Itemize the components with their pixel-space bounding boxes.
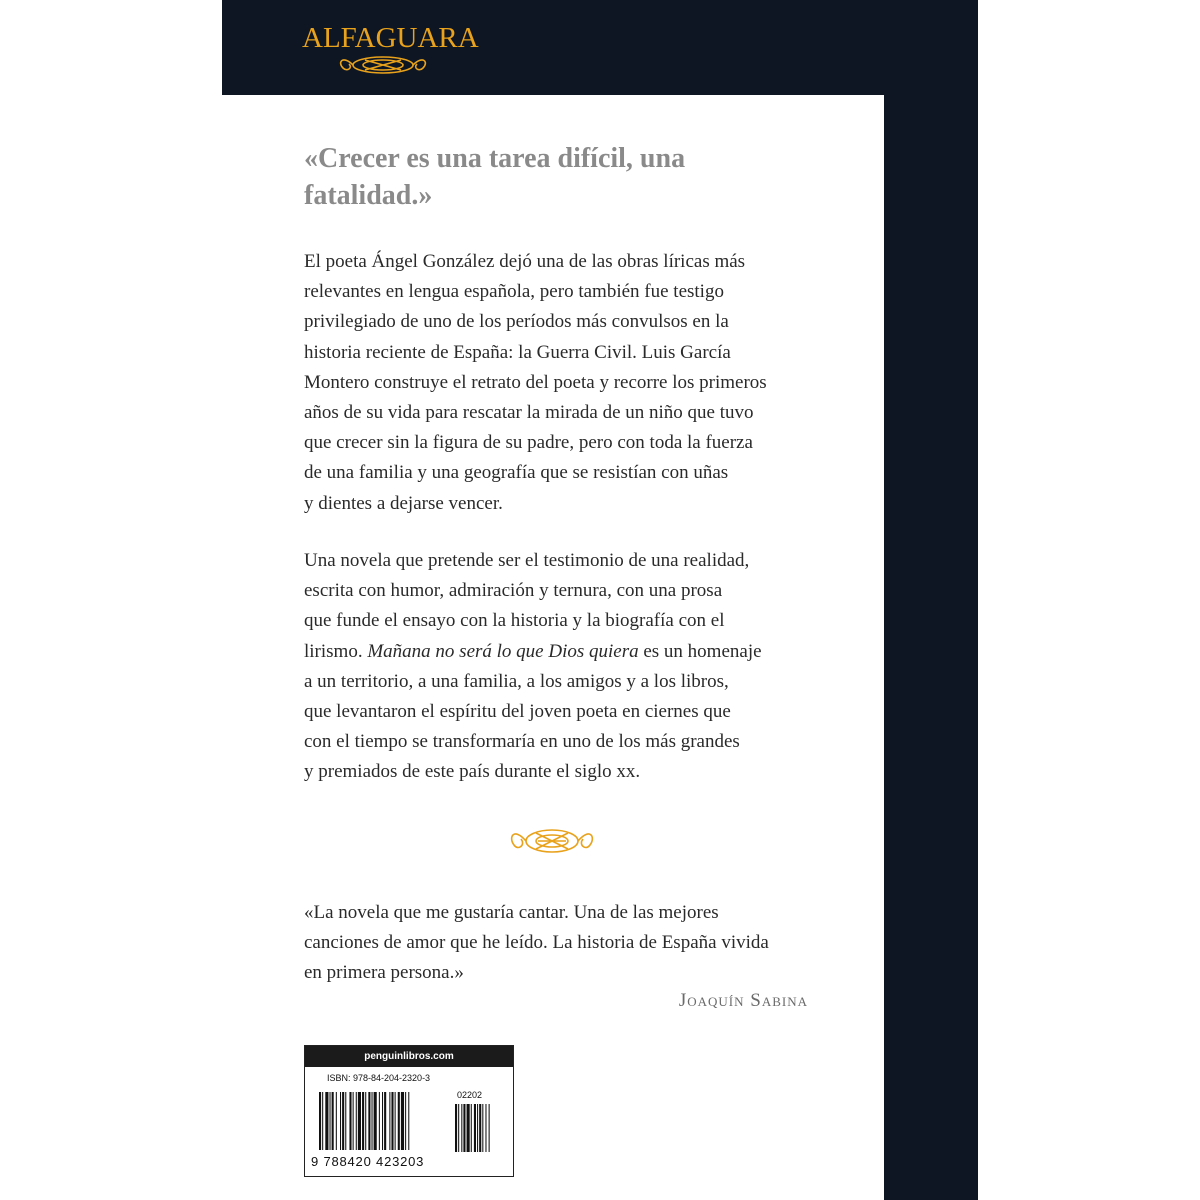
right-navy-band	[884, 0, 978, 1200]
text-line: a un territorio, a una familia, a los amigos y a los libros,	[304, 670, 729, 692]
text-fragment: lirismo.	[304, 640, 368, 662]
isbn-text: ISBN: 978-84-204-2320-3	[327, 1073, 431, 1083]
synopsis-paragraph-2	[304, 546, 814, 788]
barcode-digits: 9 788420 423203	[311, 1154, 425, 1169]
text-line: Montero construye el retrato del poeta y recorre los primeros	[304, 371, 767, 393]
blurb-attribution: Joaquín Sabina	[678, 990, 808, 1011]
text-line: que crecer sin la figura de su padre, pero con toda la fuerza	[304, 432, 753, 454]
text-line: que levantaron el espíritu del joven poeta en ciernes que	[304, 701, 731, 723]
text-line: escrita con humor, admiración y ternura, con una prosa	[304, 580, 723, 602]
barcode-icon	[305, 1084, 513, 1156]
headline-quote-line: «Crecer es una tarea difícil, una	[304, 143, 686, 174]
addon-code: 02202	[457, 1090, 483, 1100]
text-line: en primera persona.»	[304, 962, 464, 984]
text-line: privilegiado de uno de los períodos más convulsos en la	[304, 311, 729, 333]
text-line: relevantes en lengua española, pero también fue testigo	[304, 281, 724, 303]
text-line: Una novela que pretende ser el testimonio de una realidad,	[304, 550, 750, 571]
text-line	[304, 637, 814, 667]
text-line: historia reciente de España: la Guerra Civil. Luis García	[304, 341, 731, 363]
gold-flourish-icon	[335, 52, 431, 78]
publisher-logo-text: ALFAGUARA	[302, 22, 479, 54]
publisher-website: penguinlibros.com	[305, 1046, 513, 1067]
synopsis-paragraph-1	[304, 247, 814, 519]
text-line: de una familia y una geografía que se resistían con uñas	[304, 462, 729, 484]
text-line: canciones de amor que he leído. La historia de España vivida	[304, 932, 769, 954]
headline-quote-line: fatalidad.»	[304, 180, 433, 211]
barcode-label	[304, 1045, 514, 1177]
text-line: años de su vida para rescatar la mirada de un niño que tuvo	[304, 402, 754, 424]
text-line: y premiados de este país durante el siglo xx.	[304, 761, 641, 783]
back-cover	[222, 0, 978, 1200]
book-title: Mañana no será lo que Dios quiera	[367, 640, 639, 662]
headline-quote	[304, 140, 744, 214]
text-line: y dientes a dejarse vencer.	[304, 492, 503, 514]
text-line: con el tiempo se transformaría en uno de los más grandes	[304, 731, 740, 753]
text-line: El poeta Ángel González dejó una de las obras líricas más	[304, 251, 746, 272]
review-blurb	[304, 898, 824, 989]
text-line: que funde el ensayo con la historia y la biografía con el	[304, 610, 725, 632]
text-line: «La novela que me gustaría cantar. Una de las mejores	[304, 902, 719, 923]
text-fragment: es un homenaje	[638, 640, 762, 662]
gold-flourish-icon	[508, 823, 596, 859]
